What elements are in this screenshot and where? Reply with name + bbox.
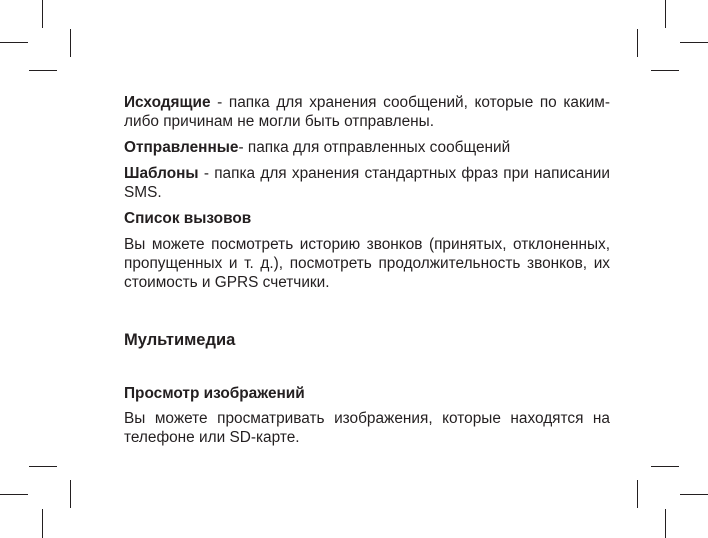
- crop-mark-bottom-right-outer-vertical: [665, 509, 666, 538]
- entry-outgoing: [124, 93, 610, 131]
- entry-outgoing-term: Исходящие: [124, 94, 211, 111]
- crop-mark-top-left-inner-horizontal: [29, 70, 57, 71]
- entry-templates: [124, 164, 610, 202]
- crop-mark-top-right-outer-vertical: [665, 0, 666, 28]
- page-content: [124, 93, 610, 454]
- entry-sent-term: Отправленные: [124, 139, 239, 156]
- crop-mark-bottom-left-outer-horizontal: [0, 494, 28, 495]
- call-list-text: Вы можете посмотреть историю звонков (принятых, отклоненных, пропущенных и т. д.), посмотреть продолжительность звонков, их стоимость и GPRS счетчики.: [124, 236, 610, 291]
- crop-mark-top-left-outer-vertical: [42, 0, 43, 28]
- crop-mark-top-right-inner-vertical: [637, 29, 638, 57]
- crop-mark-bottom-left-inner-vertical: [70, 480, 71, 508]
- entry-sent-separator: -: [238, 139, 248, 156]
- entry-templates-term: Шаблоны: [124, 165, 199, 182]
- crop-mark-bottom-right-outer-horizontal: [680, 494, 708, 495]
- crop-mark-top-right-inner-horizontal: [651, 70, 679, 71]
- image-viewer-text: Вы можете просматривать изображения, которые находятся на телефоне или SD-карте.: [124, 410, 610, 446]
- image-viewer-heading: Просмотр изображений: [124, 385, 305, 402]
- crop-mark-bottom-right-inner-vertical: [637, 480, 638, 508]
- entry-outgoing-separator: -: [210, 94, 229, 111]
- call-list-heading: Список вызовов: [124, 210, 252, 227]
- entry-templates-separator: -: [198, 165, 215, 182]
- crop-mark-bottom-left-outer-vertical: [42, 509, 43, 538]
- crop-mark-top-right-outer-horizontal: [680, 42, 708, 43]
- multimedia-section-title: Мультимедиа: [124, 331, 236, 349]
- entry-templates-text: папка для хранения стандартных фраз при написании SMS.: [124, 165, 610, 201]
- crop-mark-top-left-inner-vertical: [70, 29, 71, 57]
- entry-outgoing-text: папка для хранения сообщений, которые по каким-либо причинам не могли быть отправлены.: [124, 94, 610, 130]
- crop-mark-bottom-left-inner-horizontal: [29, 466, 57, 467]
- entry-sent: [124, 138, 610, 157]
- entry-sent-text: папка для отправленных сообщений: [247, 139, 511, 156]
- crop-mark-top-left-outer-horizontal: [0, 42, 28, 43]
- crop-mark-bottom-right-inner-horizontal: [651, 466, 679, 467]
